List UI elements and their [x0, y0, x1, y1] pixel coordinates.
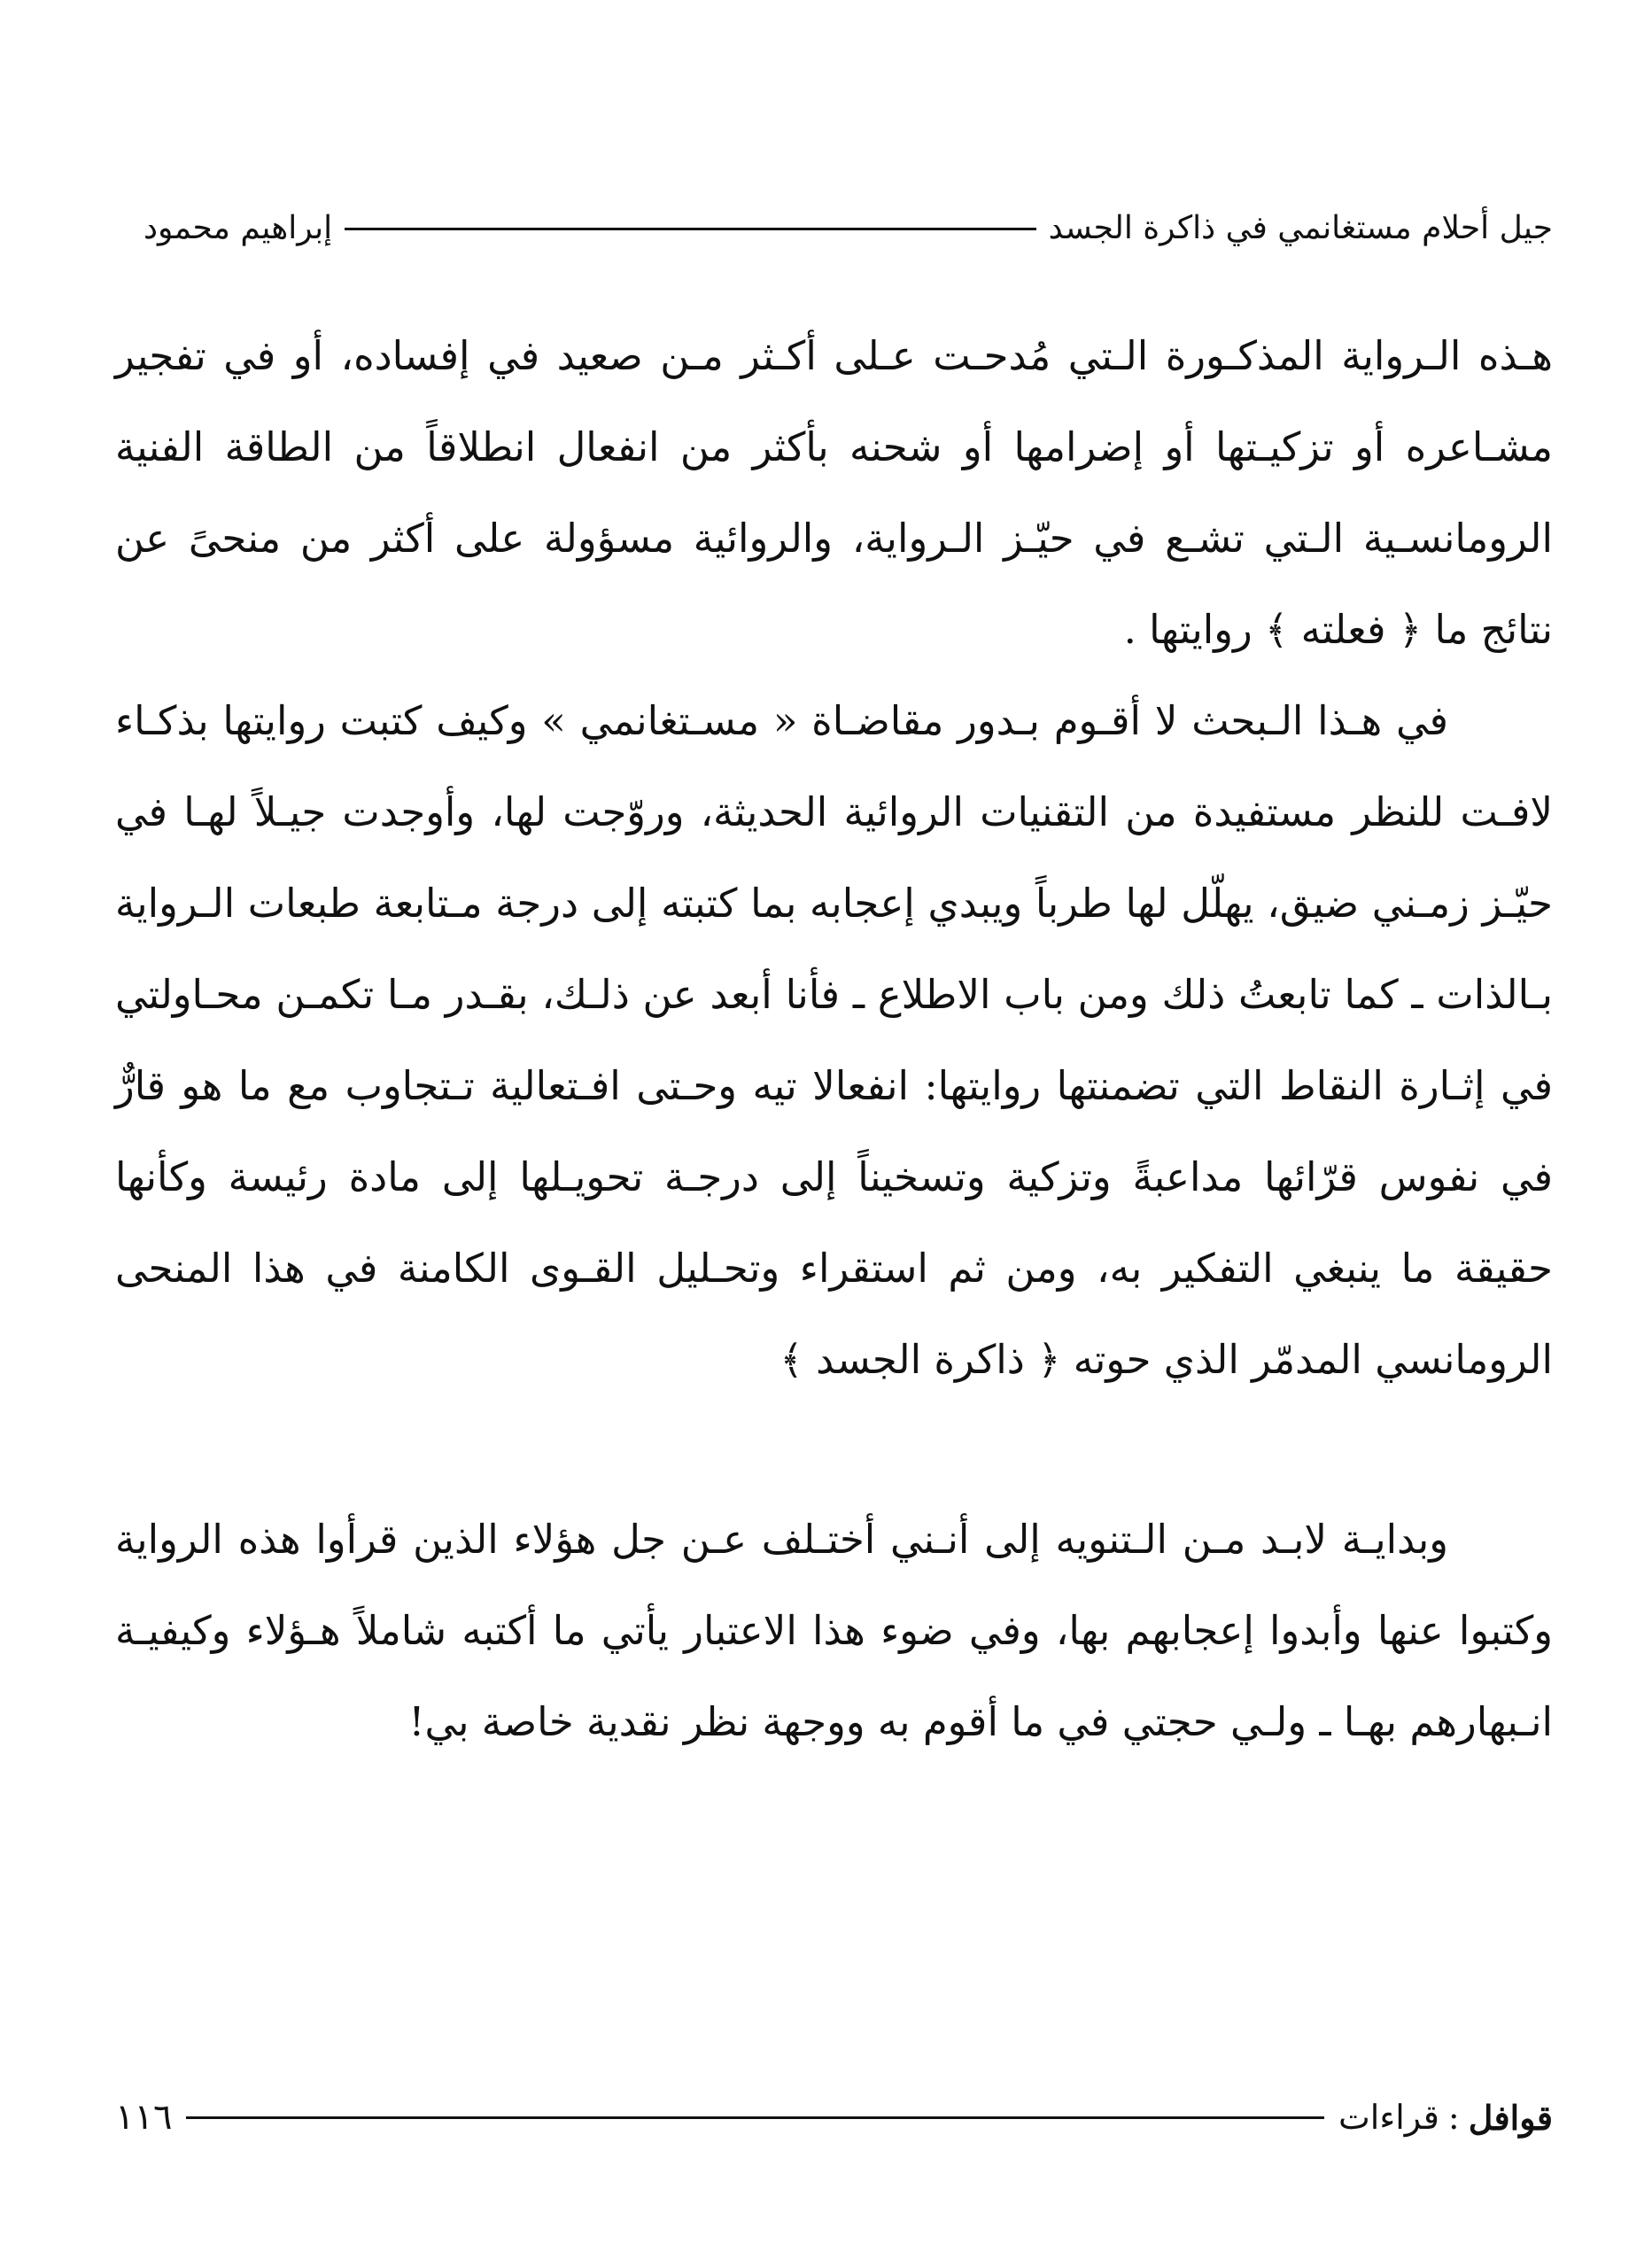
paragraph-2: في هـذا الـبحث لا أقـوم بـدور مقاضـاة « مسـتغانمي » وكيف كتبت روايتها بذكـاء لافـت للنظر مستفيدة من التقنيات الروائية الحديثة، وروّجت لها، وأوجدت جيـلاً لهـا في حيّـز زمـني ضيق، يهلّل لها طرباً ويبدي إعجابه بما كتبته إلى درجة مـتابعة طبعات الـرواية بـالذات ـ كما تابعتُ ذلك ومن باب الاطلاع ـ فأنا أبعد عن ذلـك، بقـدر مـا تكمـن محـاولتي في إثـارة النقاط التي تضمنتها روايتها: انفعالا تيه وحـتى افـتعالية تـتجاوب مع ما هو قارٌّ في نفوس قرّائها مداعبةً وتزكية وتسخيناً إلى درجـة تحويـلها إلى مادة رئيسة وكأنها حقيقة ما ينبغي التفكير به، ومن ثم استقراء وتحـليل القـوى الكامنة في هذا المنحى الرومانسي المدمّر الذي حوته ﴿ ذاكرة الجسد ﴾: [115, 697, 1553, 1383]
body-text: [115, 310, 1553, 1767]
footer-rule: [186, 2116, 1324, 2119]
article-title: جيل أحلام مستغانمي في ذاكرة الجسد: [1048, 210, 1553, 246]
paragraph-1: هـذه الـرواية المذكـورة الـتي مُدحـت عـلى أكـثر مـن صعيد في إفساده، أو في تفجير مشـاعره أو تزكيـتها أو إضرامها أو شحنه بأكثر من انفعال انطلاقاً من الطاقة الفنية الرومانسـية الـتي تشـع في حيّـز الـرواية، والروائية مسؤولة على أكثر من منحىً عن نتائج ما ﴿ فعلته ﴾ روايتها .: [115, 332, 1553, 653]
header-rule: [345, 228, 1036, 230]
footer-separator: :: [1447, 2098, 1460, 2137]
running-footer: [115, 2091, 1553, 2144]
author-name: إبراهيم محمود: [143, 210, 333, 246]
paragraph-3: وبدايـة لابـد مـن الـتنويه إلى أنـني أختـلف عـن جل هؤلاء الذين قرأوا هذه الرواية وكتبوا عنها وأبدوا إعجابهم بها، وفي ضوء هذا الاعتبار يأتي ما أكتبه شاملاً هـؤلاء وكيفيـة انـبهارهم بهـا ـ ولـي حجتي في ما أقوم به ووجهة نظر نقدية خاصة بي!: [115, 1516, 1553, 1745]
page-number: ١١٦: [115, 2097, 173, 2138]
running-header: [143, 202, 1553, 255]
section-name: قراءات: [1338, 2098, 1439, 2137]
paragraph-spacer: [115, 1405, 1553, 1494]
journal-name: قوافل: [1468, 2097, 1553, 2138]
